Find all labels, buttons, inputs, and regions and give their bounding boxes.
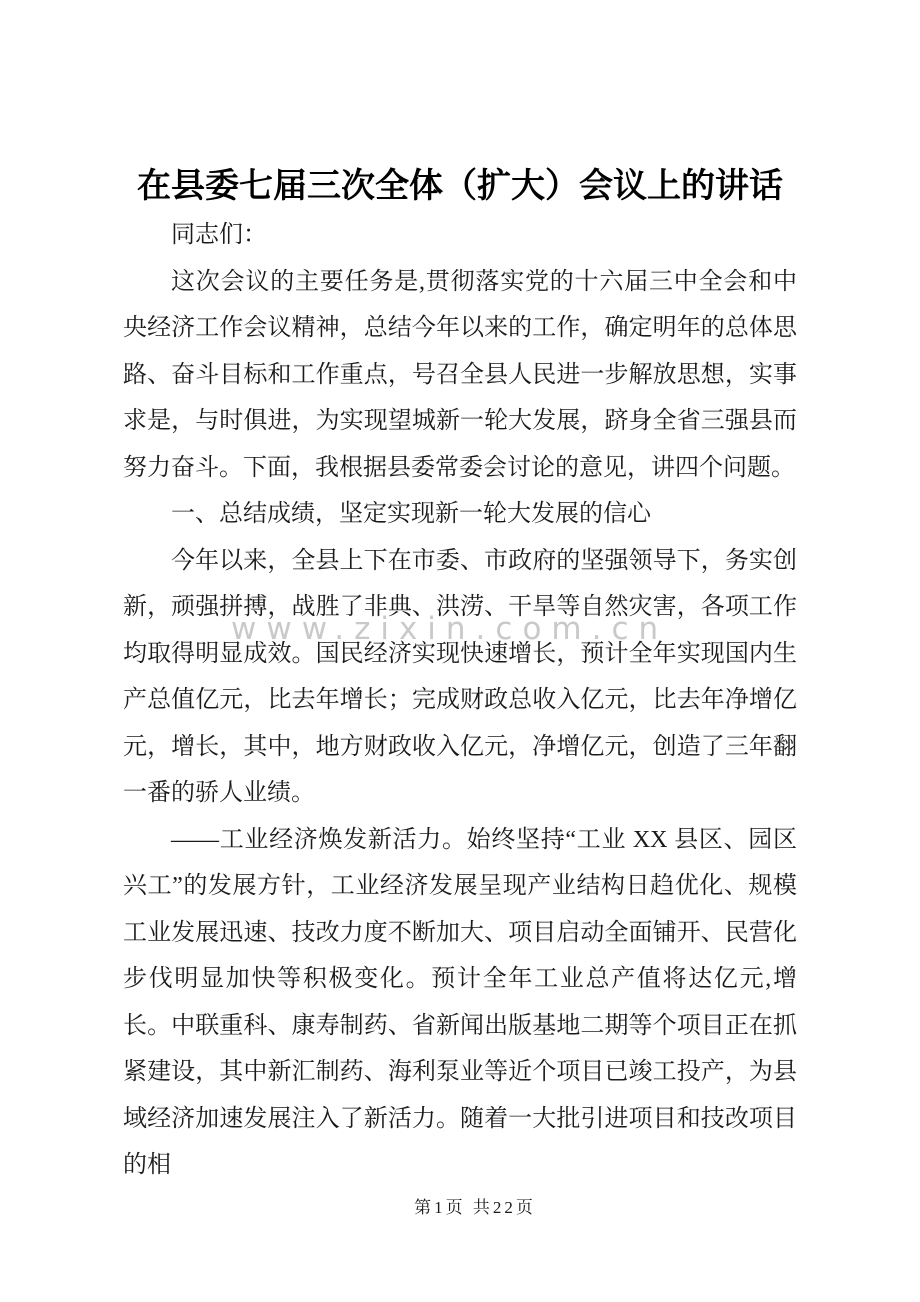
document-title: 在县委七届三次全体（扩大）会议上的讲话 (137, 168, 783, 205)
paragraph-3: ——工业经济焕发新活力。始终坚持“工业 XX 县区、园区兴工”的发展方针，工业经济发展呈现产业结构日趋优化、规模工业发展迅速、技改力度不断加大、项目启动全面铺开、民营化步伐明显加快等积极变化。预计全年工业总产值将达亿元,增长。中联重科、康寿制药、省新闻出版基地二期等个项目正在抓紧建设，其中新汇制药、海利泵业等近个项目已竣工投产，为县域经济加速发展注入了新活力。随着一大批引进项目和技改项目的相 (123, 826, 797, 1178)
watermark-text: www.zixin.com.cn (231, 611, 669, 647)
page-number-footer: 第1页 共22页 (414, 1198, 536, 1217)
paragraph-2: 今年以来，全县上下在市委、市政府的坚强领导下，务实创新，顽强拼搏，战胜了非典、洪涝、干旱等自然灾害，各项工作均取得明显成效。国民经济实现快速增长，预计全年实现国内生产总值亿元，比去年增长；完成财政总收入亿元，比去年净增亿元，增长，其中，地方财政收入亿元，净增亿元，创造了三年翻一番的骄人业绩。 (123, 547, 797, 806)
salutation: 同志们： (171, 222, 267, 248)
paragraph-1: 这次会议的主要任务是,贯彻落实党的十六届三中全会和中央经济工作会议精神，总结今年以来的工作，确定明年的总体思路、奋斗目标和工作重点，号召全县人民进一步解放思想，实事求是，与时俱进，为实现望城新一轮大发展，跻身全省三强县而努力奋斗。下面，我根据县委常委会讨论的意见，讲四个问题。 (123, 268, 797, 481)
section-heading: 一、总结成绩，坚定实现新一轮大发展的信心 (171, 501, 651, 527)
document-body (123, 212, 797, 1189)
